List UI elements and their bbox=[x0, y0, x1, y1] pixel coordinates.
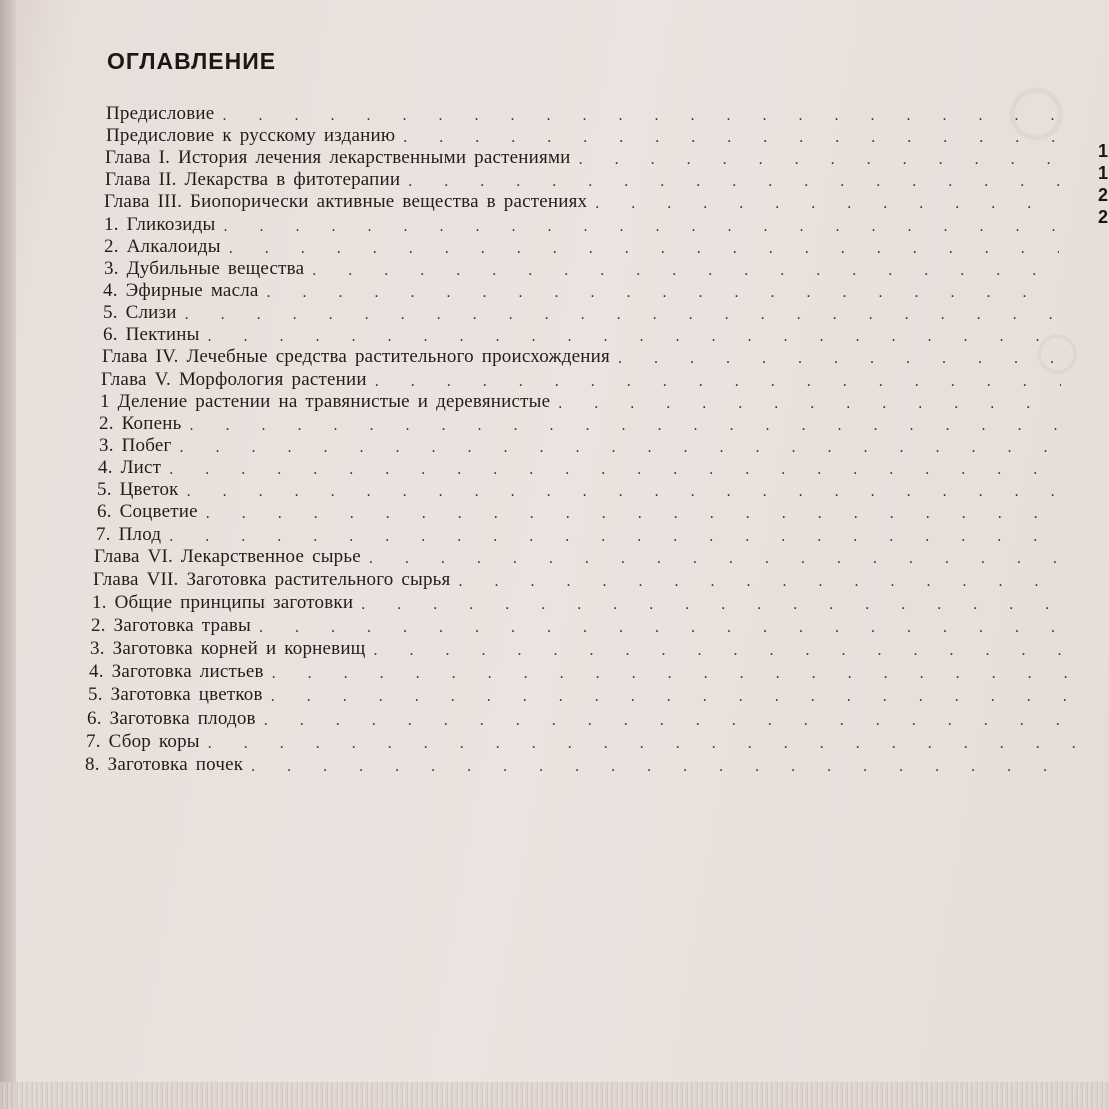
toc-entry bbox=[93, 569, 1063, 591]
toc-entry bbox=[103, 302, 1058, 324]
toc-leader-dots bbox=[618, 346, 1062, 368]
page-title: ОГЛАВЛЕНИЕ bbox=[107, 48, 277, 74]
toc-entry bbox=[99, 413, 1061, 435]
toc-entry-text: Глава V. Морфология растении bbox=[101, 369, 367, 390]
toc-leader-dots bbox=[595, 191, 1059, 213]
toc-entry-text: 4. Эфирные масла bbox=[103, 280, 259, 301]
toc-entry bbox=[106, 125, 1061, 147]
toc-entry bbox=[103, 324, 1058, 346]
toc-entry-text: Глава II. Лекарства в фитотерапии bbox=[105, 169, 401, 190]
toc-entry bbox=[98, 457, 1061, 479]
toc-entry bbox=[104, 214, 1059, 236]
toc-entry-text: 6. Пектины bbox=[103, 324, 200, 345]
toc-entry-text: 2. Копень bbox=[99, 413, 182, 434]
toc-entry-text: 5. Цветок bbox=[97, 479, 179, 500]
toc-entry-text: 1. Общие принципы заготовки bbox=[92, 592, 354, 613]
toc-leader-dots bbox=[408, 169, 1060, 191]
toc-entry bbox=[100, 391, 1060, 413]
toc-entry-text: 7. Сбор коры bbox=[86, 731, 200, 752]
toc-entry-text: Предисловие bbox=[106, 103, 215, 124]
toc-entry-text: 2. Заготовка травы bbox=[91, 615, 251, 636]
toc-entry bbox=[104, 236, 1059, 258]
toc-entry-text: Глава VII. Заготовка растительного сырья bbox=[93, 569, 451, 590]
toc-entry bbox=[104, 258, 1059, 280]
toc-entry-text: 3. Дубильные вещества bbox=[104, 258, 305, 279]
toc-leader-dots bbox=[169, 457, 1061, 479]
page-number-fragment: 2 bbox=[1098, 207, 1109, 227]
toc-entry bbox=[105, 147, 1060, 169]
toc-leader-dots bbox=[208, 324, 1058, 346]
page-number-fragment: 2 bbox=[1098, 185, 1109, 205]
toc-leader-dots bbox=[187, 479, 1061, 501]
toc-entry-text: Глава IV. Лечебные средства растительного происхождения bbox=[102, 346, 610, 367]
toc-entry-text: 7. Плод bbox=[96, 524, 162, 545]
toc-leader-dots bbox=[189, 413, 1061, 435]
toc-leader-dots bbox=[229, 236, 1059, 258]
toc-leader-dots bbox=[271, 684, 1073, 706]
toc-entry bbox=[97, 501, 1061, 523]
toc-entry bbox=[102, 346, 1062, 368]
toc-entry-text: Предисловие к русскому изданию bbox=[106, 125, 396, 146]
toc-entry-text: Глава VI. Лекарственное сырье bbox=[94, 546, 361, 567]
toc-entry-text: Глава III. Биопорически активные вещества в растениях bbox=[104, 191, 588, 212]
toc-entry bbox=[91, 615, 1069, 637]
toc-leader-dots bbox=[369, 546, 1061, 568]
toc-leader-dots bbox=[206, 501, 1061, 523]
page-number-fragment: 1 bbox=[1098, 141, 1109, 161]
toc-entry-text: 5. Слизи bbox=[103, 302, 177, 323]
toc-leader-dots bbox=[361, 592, 1067, 614]
toc-entry-text: 4. Заготовка листьев bbox=[89, 661, 264, 682]
toc-leader-dots bbox=[169, 524, 1061, 546]
toc-entry-text: 6. Заготовка плодов bbox=[87, 708, 256, 729]
toc-entry bbox=[97, 479, 1061, 501]
toc-entry bbox=[99, 435, 1061, 457]
toc-leader-dots bbox=[374, 638, 1070, 660]
toc-leader-dots bbox=[208, 731, 1076, 753]
toc-leader-dots bbox=[403, 125, 1061, 147]
toc-entry-text: 5. Заготовка цветков bbox=[88, 684, 263, 705]
toc-entry-text: 8. Заготовка почек bbox=[85, 754, 244, 775]
toc-leader-dots bbox=[179, 435, 1061, 457]
toc-entry bbox=[105, 169, 1060, 191]
toc-leader-dots bbox=[375, 369, 1061, 391]
page-number-fragment: 1 bbox=[1098, 163, 1109, 183]
toc-entry bbox=[101, 369, 1061, 391]
toc-entry bbox=[106, 103, 1061, 125]
toc-entry bbox=[104, 191, 1059, 213]
toc-leader-dots bbox=[267, 280, 1058, 302]
toc-entry-text: 3. Побег bbox=[99, 435, 172, 456]
toc-entry bbox=[85, 754, 1077, 776]
toc-entry-text: 1 Деление растении на травянистые и деревянистые bbox=[100, 391, 551, 412]
toc-entry-text: 2. Алкалоиды bbox=[104, 236, 221, 257]
toc-entry-text: 4. Лист bbox=[98, 457, 162, 478]
toc-entry-text: 1. Гликозиды bbox=[104, 214, 216, 235]
toc-leader-dots bbox=[458, 569, 1063, 591]
cropped-page-numbers bbox=[1098, 140, 1109, 228]
toc-entry bbox=[94, 546, 1061, 568]
toc-entry bbox=[87, 708, 1074, 730]
toc-leader-dots bbox=[185, 302, 1058, 324]
toc-entry bbox=[92, 592, 1067, 614]
toc-entry bbox=[90, 638, 1070, 660]
toc-entry bbox=[86, 731, 1076, 753]
toc-leader-dots bbox=[223, 214, 1059, 236]
toc-entry bbox=[103, 280, 1058, 302]
bleed-through-shadow: ○ bbox=[1030, 301, 1085, 401]
bleed-through-shadow: ○ bbox=[1000, 42, 1073, 176]
toc-leader-dots bbox=[312, 258, 1059, 280]
toc-entry bbox=[89, 661, 1071, 683]
toc-leader-dots bbox=[251, 754, 1077, 776]
toc-leader-dots bbox=[264, 708, 1074, 730]
toc-leader-dots bbox=[579, 147, 1060, 169]
toc-leader-dots bbox=[222, 103, 1061, 125]
toc-entry-text: 3. Заготовка корней и корневищ bbox=[90, 638, 366, 659]
toc-entry bbox=[96, 524, 1061, 546]
toc-entry-text: 6. Соцветие bbox=[97, 501, 198, 522]
toc-leader-dots bbox=[272, 661, 1071, 683]
toc-leader-dots bbox=[558, 391, 1060, 413]
toc-entry bbox=[88, 684, 1073, 706]
toc-entry-text: Глава I. История лечения лекарственными растениями bbox=[105, 147, 571, 168]
toc-leader-dots bbox=[259, 615, 1069, 637]
